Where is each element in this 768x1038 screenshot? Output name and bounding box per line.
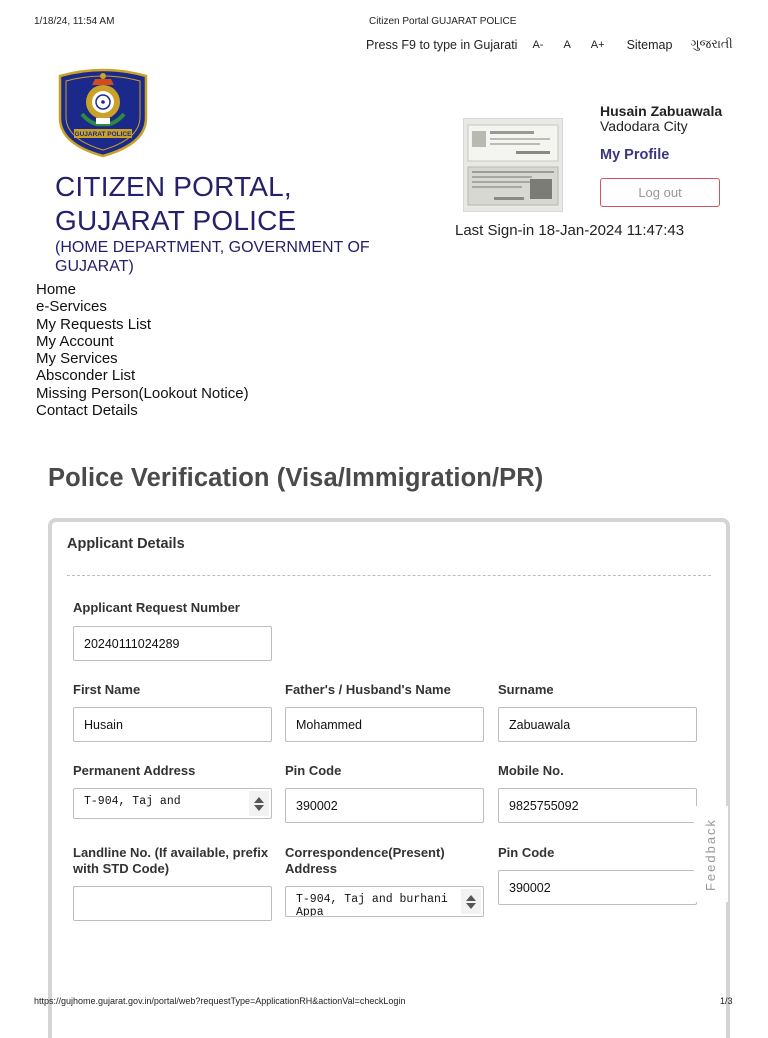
last-signin-text: Last Sign-in 18-Jan-2024 11:47:43 [455, 222, 685, 239]
section-title: Applicant Details [67, 536, 185, 552]
id-document-image-icon [464, 119, 562, 211]
pin-code2-label: Pin Code [498, 845, 555, 860]
nav-item-missing-person[interactable]: Missing Person(Lookout Notice) [36, 384, 249, 402]
font-decrease-button[interactable]: A- [532, 38, 544, 51]
correspondence-address-label: Correspondence(Present) Address [285, 845, 445, 876]
father-name-label: Father's / Husband's Name [285, 682, 451, 697]
print-title: Citizen Portal GUJARAT POLICE [369, 16, 517, 27]
logout-button[interactable]: Log out [600, 178, 720, 207]
permanent-address-text: T-904, Taj and [84, 795, 181, 808]
permanent-address-scrollbar[interactable] [249, 791, 269, 816]
my-profile-link[interactable]: My Profile [600, 147, 670, 163]
print-url: https://gujhome.gujarat.gov.in/portal/web?requestType=ApplicationRH&actionVal=checkLogin [34, 996, 406, 1006]
main-nav [36, 281, 249, 419]
pin-code2-field[interactable]: 390002 [498, 870, 697, 905]
mobile-label: Mobile No. [498, 763, 564, 778]
section-divider [67, 575, 711, 576]
print-date: 1/18/24, 11:54 AM [34, 16, 115, 27]
top-utility-bar [366, 37, 733, 52]
sitemap-link[interactable]: Sitemap [626, 37, 673, 52]
father-name-field[interactable]: Mohammed [285, 707, 484, 742]
feedback-tab[interactable] [694, 806, 728, 902]
landline-field[interactable] [73, 886, 272, 921]
feedback-label: Feedback [703, 817, 719, 891]
portal-title-line1: CITIZEN PORTAL, [55, 171, 292, 202]
permanent-address-textarea[interactable] [73, 788, 272, 819]
gujarati-typing-hint: Press F9 to type in Gujarati [366, 37, 518, 52]
landline-label: Landline No. (If available, prefix with STD Code) [73, 845, 269, 876]
nav-item-my-requests-list[interactable]: My Requests List [36, 315, 152, 333]
font-normal-button[interactable]: A [563, 38, 571, 51]
mobile-field[interactable]: 9825755092 [498, 788, 697, 823]
surname-label: Surname [498, 682, 554, 697]
permanent-address-label: Permanent Address [73, 763, 196, 778]
gujarat-police-logo[interactable] [52, 66, 154, 158]
request-number-field[interactable]: 20240111024289 [73, 626, 272, 661]
profile-photo [463, 118, 563, 212]
first-name-field[interactable]: Husain [73, 707, 272, 742]
portal-title-line2: GUJARAT POLICE [55, 205, 297, 236]
portal-title [55, 170, 296, 238]
scroll-up-icon[interactable] [254, 797, 264, 803]
scroll-down-icon[interactable] [466, 903, 476, 909]
nav-item-home[interactable]: Home [36, 281, 77, 298]
nav-item-my-account[interactable]: My Account [36, 332, 114, 350]
request-number-label: Applicant Request Number [73, 600, 240, 615]
nav-item-my-services[interactable]: My Services [36, 350, 118, 368]
logo-text: GUJARAT POLICE [74, 131, 132, 138]
police-badge-icon [52, 66, 154, 158]
user-city: Vadodara City [600, 118, 688, 134]
correspondence-address-text: T-904, Taj and burhani Appa [296, 893, 448, 917]
gujarati-language-link[interactable]: ગુજરાતી [690, 37, 733, 51]
pin-code-field[interactable]: 390002 [285, 788, 484, 823]
user-name: Husain Zabuawala [600, 103, 723, 119]
first-name-label: First Name [73, 682, 141, 697]
pin-code-label: Pin Code [285, 763, 342, 778]
surname-field[interactable]: Zabuawala [498, 707, 697, 742]
page-title: Police Verification (Visa/Immigration/PR) [48, 464, 544, 492]
correspondence-address-textarea[interactable] [285, 886, 484, 917]
scroll-down-icon[interactable] [254, 805, 264, 811]
correspondence-address-scrollbar[interactable] [461, 889, 481, 914]
nav-item-contact-details[interactable]: Contact Details [36, 402, 138, 420]
nav-item-e-services[interactable]: e-Services [36, 298, 107, 316]
scroll-up-icon[interactable] [466, 895, 476, 901]
portal-subtitle: (HOME DEPARTMENT, GOVERNMENT OF GUJARAT) [55, 239, 370, 275]
nav-item-absconder-list[interactable]: Absconder List [36, 367, 136, 385]
print-page-number: 1/3 [720, 996, 733, 1006]
font-increase-button[interactable]: A+ [590, 38, 605, 51]
